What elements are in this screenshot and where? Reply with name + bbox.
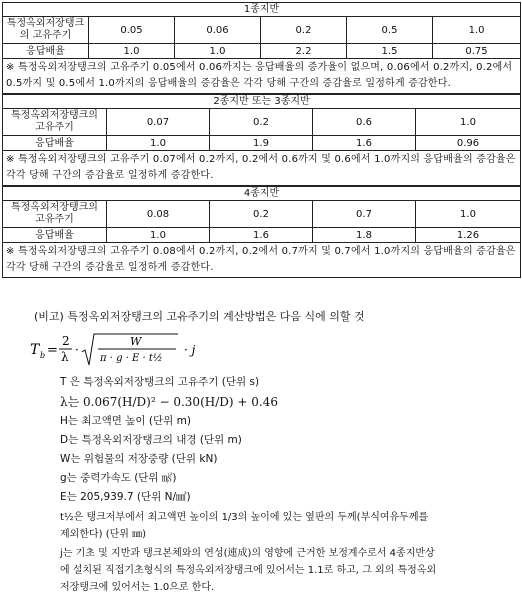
period-cell: 0.7 xyxy=(313,201,416,228)
formula-lhs: T xyxy=(30,342,40,358)
label-line: 특정옥외저장탱크 xyxy=(6,18,85,29)
def-line: 저장탱크에 있어서는 1.0으로 한다. xyxy=(60,582,215,593)
def-line: D는 특정옥외저장탱크의 내경 (단위 m) xyxy=(60,434,242,446)
def-line: t½은 탱크저부에서 최고액면 높이의 1/3의 높이에 있는 옆판의 두께(부식여유두께를 xyxy=(60,512,429,523)
factor-cell: 1.0 xyxy=(175,44,261,59)
table-title: 1종지반 xyxy=(3,3,521,17)
table-title: 2종지반 또는 3종지반 xyxy=(3,95,521,109)
factor-cell: 1.5 xyxy=(347,44,433,59)
period-cell: 0.2 xyxy=(210,109,313,136)
period-cell: 1.0 xyxy=(416,201,521,228)
period-label xyxy=(3,109,107,136)
period-cell: 1.0 xyxy=(416,109,521,136)
factor-cell: 1.26 xyxy=(416,228,521,243)
table-note: ※ 특정옥외저장탱크의 고유주기 0.07에서 0.2까지, 0.2에서 0.6까지 및 0.6에서 1.0까지의 응답배율의 증감율은 각각 당해 구간의 증감율로 일정하게 증감한다. xyxy=(3,151,521,186)
factor-label: 응답배율 xyxy=(3,228,107,243)
period-label xyxy=(3,17,89,44)
def-line: g는 중력가속도 (단위 ㎨) xyxy=(60,472,177,484)
period-cell: 0.5 xyxy=(347,17,433,44)
formula-root-den: π · g · E · t½ xyxy=(100,353,163,364)
period-cell: 0.06 xyxy=(175,17,261,44)
formula-lhs-sub: b xyxy=(40,351,46,360)
period-cell: 0.6 xyxy=(313,109,416,136)
def-line: H는 최고액면 높이 (단위 m) xyxy=(60,415,191,427)
def-line: 제외한다) (단위 ㎜) xyxy=(60,529,147,540)
def-line: j는 기초 및 지반과 탱크본체와의 연성(連成)의 영향에 근거한 보정계수로서 4종지반상 xyxy=(60,548,435,559)
period-label xyxy=(3,201,107,228)
formula-dot: · xyxy=(75,343,79,357)
factor-cell: 2.2 xyxy=(261,44,347,59)
factor-cell: 1.8 xyxy=(313,228,416,243)
formula-frac-num: 2 xyxy=(62,334,70,348)
table-ground-type-2-3 xyxy=(2,94,521,186)
label-line: 특정옥외저장탱크의 xyxy=(11,110,98,121)
def-line: λ는 0.067(H/D)² − 0.30(H/D) + 0.46 xyxy=(60,395,278,409)
period-formula xyxy=(28,330,258,370)
response-factor-tables xyxy=(0,2,521,278)
def-line: W는 위험물의 저장중량 (단위 kN) xyxy=(60,453,218,465)
period-cell: 1.0 xyxy=(433,17,521,44)
formula-tail: · j xyxy=(184,343,196,357)
period-cell: 0.08 xyxy=(107,201,210,228)
factor-cell: 1.0 xyxy=(107,228,210,243)
label-line: 의 고유주기 xyxy=(19,30,72,41)
factor-label: 응답배율 xyxy=(3,44,89,59)
period-cell: 0.05 xyxy=(89,17,175,44)
factor-cell: 0.75 xyxy=(433,44,521,59)
factor-cell: 1.0 xyxy=(89,44,175,59)
table-note: ※ 특정옥외저장탱크의 고유주기 0.08에서 0.2까지, 0.2에서 0.7까지 및 0.7에서 1.0까지의 응답배율의 증감율은 각각 당해 구간의 증감율로 일정하게 증감한다. xyxy=(3,243,521,278)
period-cell: 0.2 xyxy=(210,201,313,228)
factor-cell: 1.0 xyxy=(107,136,210,151)
table-ground-type-4 xyxy=(2,186,521,278)
period-cell: 0.2 xyxy=(261,17,347,44)
factor-cell: 1.6 xyxy=(210,228,313,243)
def-line: E는 205,939.7 (단위 N/㎟) xyxy=(60,491,191,503)
table-ground-type-1 xyxy=(2,2,521,94)
def-line: 에 설치된 직접기초형식의 특정옥외저장탱크에 있어서는 1.1로 하고, 그 외의 특정옥외 xyxy=(60,565,437,576)
factor-cell: 0.96 xyxy=(416,136,521,151)
formula-frac-den: λ xyxy=(61,350,69,364)
formula-eq: = xyxy=(47,343,58,358)
table-note: ※ 특정옥외저장탱크의 고유주기 0.05에서 0.06까지는 응답배율의 증가율이 없으며, 0.06에서 0.2까지, 0.2에서 0.5까지 및 0.5에서 1.0까지의 응답배율의 증감율은 각각 당해 구간의 증감율로 일정하게 증감한다. xyxy=(3,59,521,94)
label-line: 고유주기 xyxy=(35,122,74,133)
def-line: T 은 특정옥외저장탱크의 고유주기 (단위 s) xyxy=(60,376,260,388)
remark-heading: (비고) 특정옥외저장탱크의 고유주기의 계산방법은 다음 식에 의할 것 xyxy=(34,310,365,323)
formula-root-num: W xyxy=(130,335,142,348)
label-line: 특정옥외저장탱크의 xyxy=(11,202,98,213)
table-title: 4종지반 xyxy=(3,187,521,201)
label-line: 고유주기 xyxy=(35,214,74,225)
factor-label: 응답배율 xyxy=(3,136,107,151)
factor-cell: 1.9 xyxy=(210,136,313,151)
period-cell: 0.07 xyxy=(107,109,210,136)
factor-cell: 1.6 xyxy=(313,136,416,151)
